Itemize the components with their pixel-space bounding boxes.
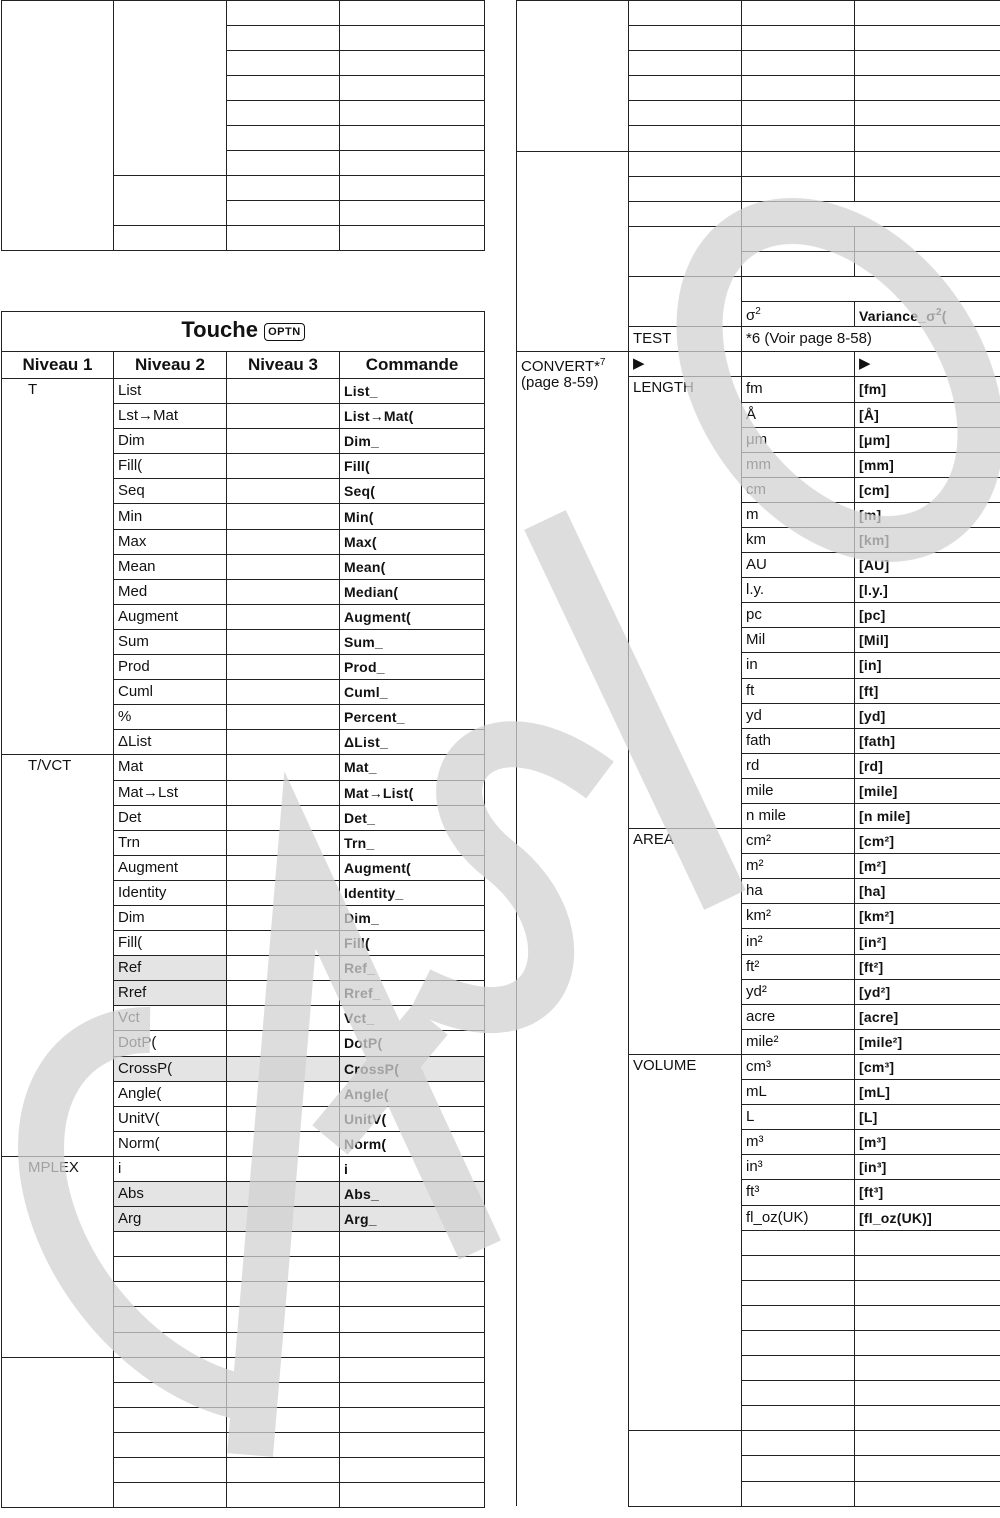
command-cell: CrossP(: [340, 1056, 485, 1081]
unit-cell: cm²: [742, 829, 855, 854]
unit-cell: in³: [742, 1155, 855, 1180]
convert-sup: 7: [599, 357, 606, 369]
table-row: [517, 352, 1000, 377]
top-left-table: [1, 0, 485, 251]
header-commande: Commande: [340, 352, 485, 379]
level2-cell: Det: [114, 805, 227, 830]
unit-command: [km]: [855, 527, 1000, 552]
level2-cell: CrossP(: [114, 1056, 227, 1081]
level3-cell: [227, 880, 340, 905]
unit-command: [yd²]: [855, 979, 1000, 1004]
unit-cell: n mile: [742, 804, 855, 829]
level2-cell: Trn: [114, 830, 227, 855]
command-cell: Augment(: [340, 604, 485, 629]
unit-cell: m²: [742, 854, 855, 879]
command-cell: Cuml_: [340, 680, 485, 705]
level3-cell: [227, 504, 340, 529]
sigma-sup: 2: [755, 306, 761, 318]
command-cell: Percent_: [340, 705, 485, 730]
table-row: [2, 1357, 485, 1382]
mat-group-level1: T/VCT: [2, 755, 114, 1157]
test-label: TEST: [629, 327, 742, 352]
unit-command: [ha]: [855, 879, 1000, 904]
unit-cell: μm: [742, 427, 855, 452]
unit-cell: Å: [742, 402, 855, 427]
command-cell: UnitV(: [340, 1106, 485, 1131]
unit-command: [fath]: [855, 728, 1000, 753]
unit-command: [rd]: [855, 753, 1000, 778]
command-cell: Norm(: [340, 1131, 485, 1156]
unit-cell: acre: [742, 1004, 855, 1029]
level2-cell: Ref: [114, 956, 227, 981]
unit-command: [acre]: [855, 1004, 1000, 1029]
level3-cell: [227, 680, 340, 705]
level3-cell: [227, 931, 340, 956]
level3-cell: [227, 1056, 340, 1081]
command-cell: Seq(: [340, 479, 485, 504]
level3-cell: [227, 629, 340, 654]
header-niveau-3: Niveau 3: [227, 352, 340, 379]
command-cell: Sum_: [340, 629, 485, 654]
title-text: Touche: [181, 317, 258, 343]
optn-table: [1, 311, 485, 1508]
sigma-symbol: σ: [746, 307, 756, 325]
unit-cell: in²: [742, 929, 855, 954]
level3-cell: [227, 730, 340, 755]
variance-command: [855, 302, 1000, 327]
level2-cell: ΔList: [114, 730, 227, 755]
level2-cell: Norm(: [114, 1131, 227, 1156]
command-cell: ΔList_: [340, 730, 485, 755]
unit-command: [ft]: [855, 678, 1000, 703]
list-group-level1: T: [2, 379, 114, 755]
level3-cell: [227, 855, 340, 880]
unit-command: [l.y.]: [855, 578, 1000, 603]
level2-cell: Sum: [114, 629, 227, 654]
level2-cell: Cuml: [114, 680, 227, 705]
volume-group-label: VOLUME: [629, 1054, 742, 1430]
level2-cell: Seq: [114, 479, 227, 504]
table-row: [2, 755, 485, 780]
level2-cell: Augment: [114, 604, 227, 629]
unit-command: [yd]: [855, 703, 1000, 728]
unit-cell: mm: [742, 452, 855, 477]
convert-page: (page 8-59): [521, 374, 599, 392]
unit-command: [AU]: [855, 553, 1000, 578]
unit-command: [in²]: [855, 929, 1000, 954]
command-cell: Prod_: [340, 655, 485, 680]
command-cell: Rref_: [340, 981, 485, 1006]
level3-cell: [227, 830, 340, 855]
level2-cell: Lst→Mat: [114, 404, 227, 429]
unit-cell: m: [742, 502, 855, 527]
level2-cell: Max: [114, 529, 227, 554]
unit-cell: fath: [742, 728, 855, 753]
level2-cell: Vct: [114, 1006, 227, 1031]
unit-cell: mile: [742, 778, 855, 803]
table-row: [517, 151, 1000, 176]
level2-cell: Dim: [114, 905, 227, 930]
command-cell: Trn_: [340, 830, 485, 855]
command-cell: Det_: [340, 805, 485, 830]
level3-cell: [227, 429, 340, 454]
header-niveau-2: Niveau 2: [114, 352, 227, 379]
area-group-label: AREA: [629, 829, 742, 1055]
command-cell: Mat→List(: [340, 780, 485, 805]
level2-cell: i: [114, 1156, 227, 1181]
unit-command: [mm]: [855, 452, 1000, 477]
level3-cell: [227, 905, 340, 930]
level3-cell: [227, 529, 340, 554]
command-cell: Mat_: [340, 755, 485, 780]
command-cell: Vct_: [340, 1006, 485, 1031]
table-row: [2, 379, 485, 404]
unit-cell: m³: [742, 1130, 855, 1155]
command-cell: Identity_: [340, 880, 485, 905]
command-cell: Fill(: [340, 931, 485, 956]
unit-cell: mile²: [742, 1029, 855, 1054]
command-cell: Ref_: [340, 956, 485, 981]
unit-cell: ft: [742, 678, 855, 703]
convert-label: [521, 355, 628, 375]
level3-cell: [227, 780, 340, 805]
level2-cell: Angle(: [114, 1081, 227, 1106]
command-cell: Mean(: [340, 554, 485, 579]
level3-cell: [227, 379, 340, 404]
level2-cell: Med: [114, 579, 227, 604]
unit-cell: cm: [742, 477, 855, 502]
command-cell: Abs_: [340, 1182, 485, 1207]
level3-cell: [227, 755, 340, 780]
unit-cell: km²: [742, 904, 855, 929]
level3-cell: [227, 479, 340, 504]
command-cell: Min(: [340, 504, 485, 529]
level2-cell: Min: [114, 504, 227, 529]
level2-cell: Dim: [114, 429, 227, 454]
command-cell: Fill(: [340, 454, 485, 479]
command-cell: DotP(: [340, 1031, 485, 1056]
length-group-label: LENGTH: [629, 377, 742, 829]
sigma-label: [742, 302, 855, 327]
level3-cell: [227, 1031, 340, 1056]
unit-command: [cm]: [855, 477, 1000, 502]
unit-cell: fl_oz(UK): [742, 1205, 855, 1230]
unit-command: [cm³]: [855, 1054, 1000, 1079]
unit-command: [km²]: [855, 904, 1000, 929]
level3-cell: [227, 579, 340, 604]
unit-cell: L: [742, 1105, 855, 1130]
unit-command: [Å]: [855, 402, 1000, 427]
unit-cell: l.y.: [742, 578, 855, 603]
table-title: [2, 312, 485, 352]
arrow-icon: ▶: [629, 352, 742, 377]
level3-cell: [227, 1156, 340, 1181]
unit-command: [mile²]: [855, 1029, 1000, 1054]
level3-cell: [227, 1182, 340, 1207]
unit-cell: ft³: [742, 1180, 855, 1205]
convert-text: CONVERT*: [521, 358, 600, 376]
level3-cell: [227, 981, 340, 1006]
unit-command: [m]: [855, 502, 1000, 527]
level3-cell: [227, 805, 340, 830]
unit-command: [n mile]: [855, 804, 1000, 829]
test-note: *6 (Voir page 8-58): [742, 327, 1000, 352]
unit-cell: AU: [742, 553, 855, 578]
command-cell: Angle(: [340, 1081, 485, 1106]
unit-cell: cm³: [742, 1054, 855, 1079]
unit-cell: ft²: [742, 954, 855, 979]
command-cell: i: [340, 1156, 485, 1181]
unit-command: [pc]: [855, 603, 1000, 628]
level2-cell: Rref: [114, 981, 227, 1006]
level2-cell: Mat: [114, 755, 227, 780]
unit-command: [m²]: [855, 854, 1000, 879]
unit-command: [L]: [855, 1105, 1000, 1130]
cplx-group-level1: MPLEX: [2, 1156, 114, 1357]
level3-cell: [227, 655, 340, 680]
unit-command: [mL]: [855, 1080, 1000, 1105]
level3-cell: [227, 554, 340, 579]
unit-command: [fm]: [855, 377, 1000, 402]
unit-cell: km: [742, 527, 855, 552]
level2-cell: UnitV(: [114, 1106, 227, 1131]
unit-command: [Mil]: [855, 628, 1000, 653]
header-niveau-1: Niveau 1: [2, 352, 114, 379]
variance-cmd-sup: 2: [935, 306, 942, 318]
variance-cmd-text: Variance_σ: [859, 307, 936, 324]
variance-cmd-end: (: [941, 307, 947, 324]
level3-cell: [227, 1106, 340, 1131]
unit-command: [ft²]: [855, 954, 1000, 979]
command-cell: Median(: [340, 579, 485, 604]
level2-cell: Fill(: [114, 454, 227, 479]
unit-cell: fm: [742, 377, 855, 402]
arrow-icon: ▶: [855, 352, 1000, 377]
unit-command: [μm]: [855, 427, 1000, 452]
level2-cell: Fill(: [114, 931, 227, 956]
table-row: [517, 1, 1000, 26]
command-cell: Augment(: [340, 855, 485, 880]
unit-command: [in]: [855, 653, 1000, 678]
unit-cell: mL: [742, 1080, 855, 1105]
table-row: [2, 1156, 485, 1181]
level3-cell: [227, 705, 340, 730]
unit-cell: yd²: [742, 979, 855, 1004]
level2-cell: Mean: [114, 554, 227, 579]
level3-cell: [227, 956, 340, 981]
level3-cell: [227, 1081, 340, 1106]
level3-cell: [227, 454, 340, 479]
unit-command: [fl_oz(UK)]: [855, 1205, 1000, 1230]
unit-command: [ft³]: [855, 1180, 1000, 1205]
unit-command: [mile]: [855, 778, 1000, 803]
unit-command: [cm²]: [855, 829, 1000, 854]
unit-cell: yd: [742, 703, 855, 728]
level2-cell: Abs: [114, 1182, 227, 1207]
level3-cell: [227, 1207, 340, 1232]
unit-cell: rd: [742, 753, 855, 778]
command-cell: Max(: [340, 529, 485, 554]
level3-cell: [227, 404, 340, 429]
command-cell: Dim_: [340, 429, 485, 454]
level2-cell: Arg: [114, 1207, 227, 1232]
level2-cell: Identity: [114, 880, 227, 905]
command-cell: Dim_: [340, 905, 485, 930]
unit-cell: ha: [742, 879, 855, 904]
level2-cell: Augment: [114, 855, 227, 880]
convert-label-cell: [517, 352, 629, 1506]
optn-key-icon: OPTN: [264, 323, 305, 341]
level2-cell: %: [114, 705, 227, 730]
unit-cell: Mil: [742, 628, 855, 653]
unit-command: [m³]: [855, 1130, 1000, 1155]
level2-cell: Mat→Lst: [114, 780, 227, 805]
level2-cell: List: [114, 379, 227, 404]
level3-cell: [227, 1006, 340, 1031]
command-cell: List→Mat(: [340, 404, 485, 429]
command-cell: Arg_: [340, 1207, 485, 1232]
command-cell: List_: [340, 379, 485, 404]
level3-cell: [227, 1131, 340, 1156]
right-table: [516, 0, 1000, 1507]
unit-cell: in: [742, 653, 855, 678]
level2-cell: DotP(: [114, 1031, 227, 1056]
level3-cell: [227, 604, 340, 629]
level2-cell: Prod: [114, 655, 227, 680]
unit-command: [in³]: [855, 1155, 1000, 1180]
unit-cell: pc: [742, 603, 855, 628]
